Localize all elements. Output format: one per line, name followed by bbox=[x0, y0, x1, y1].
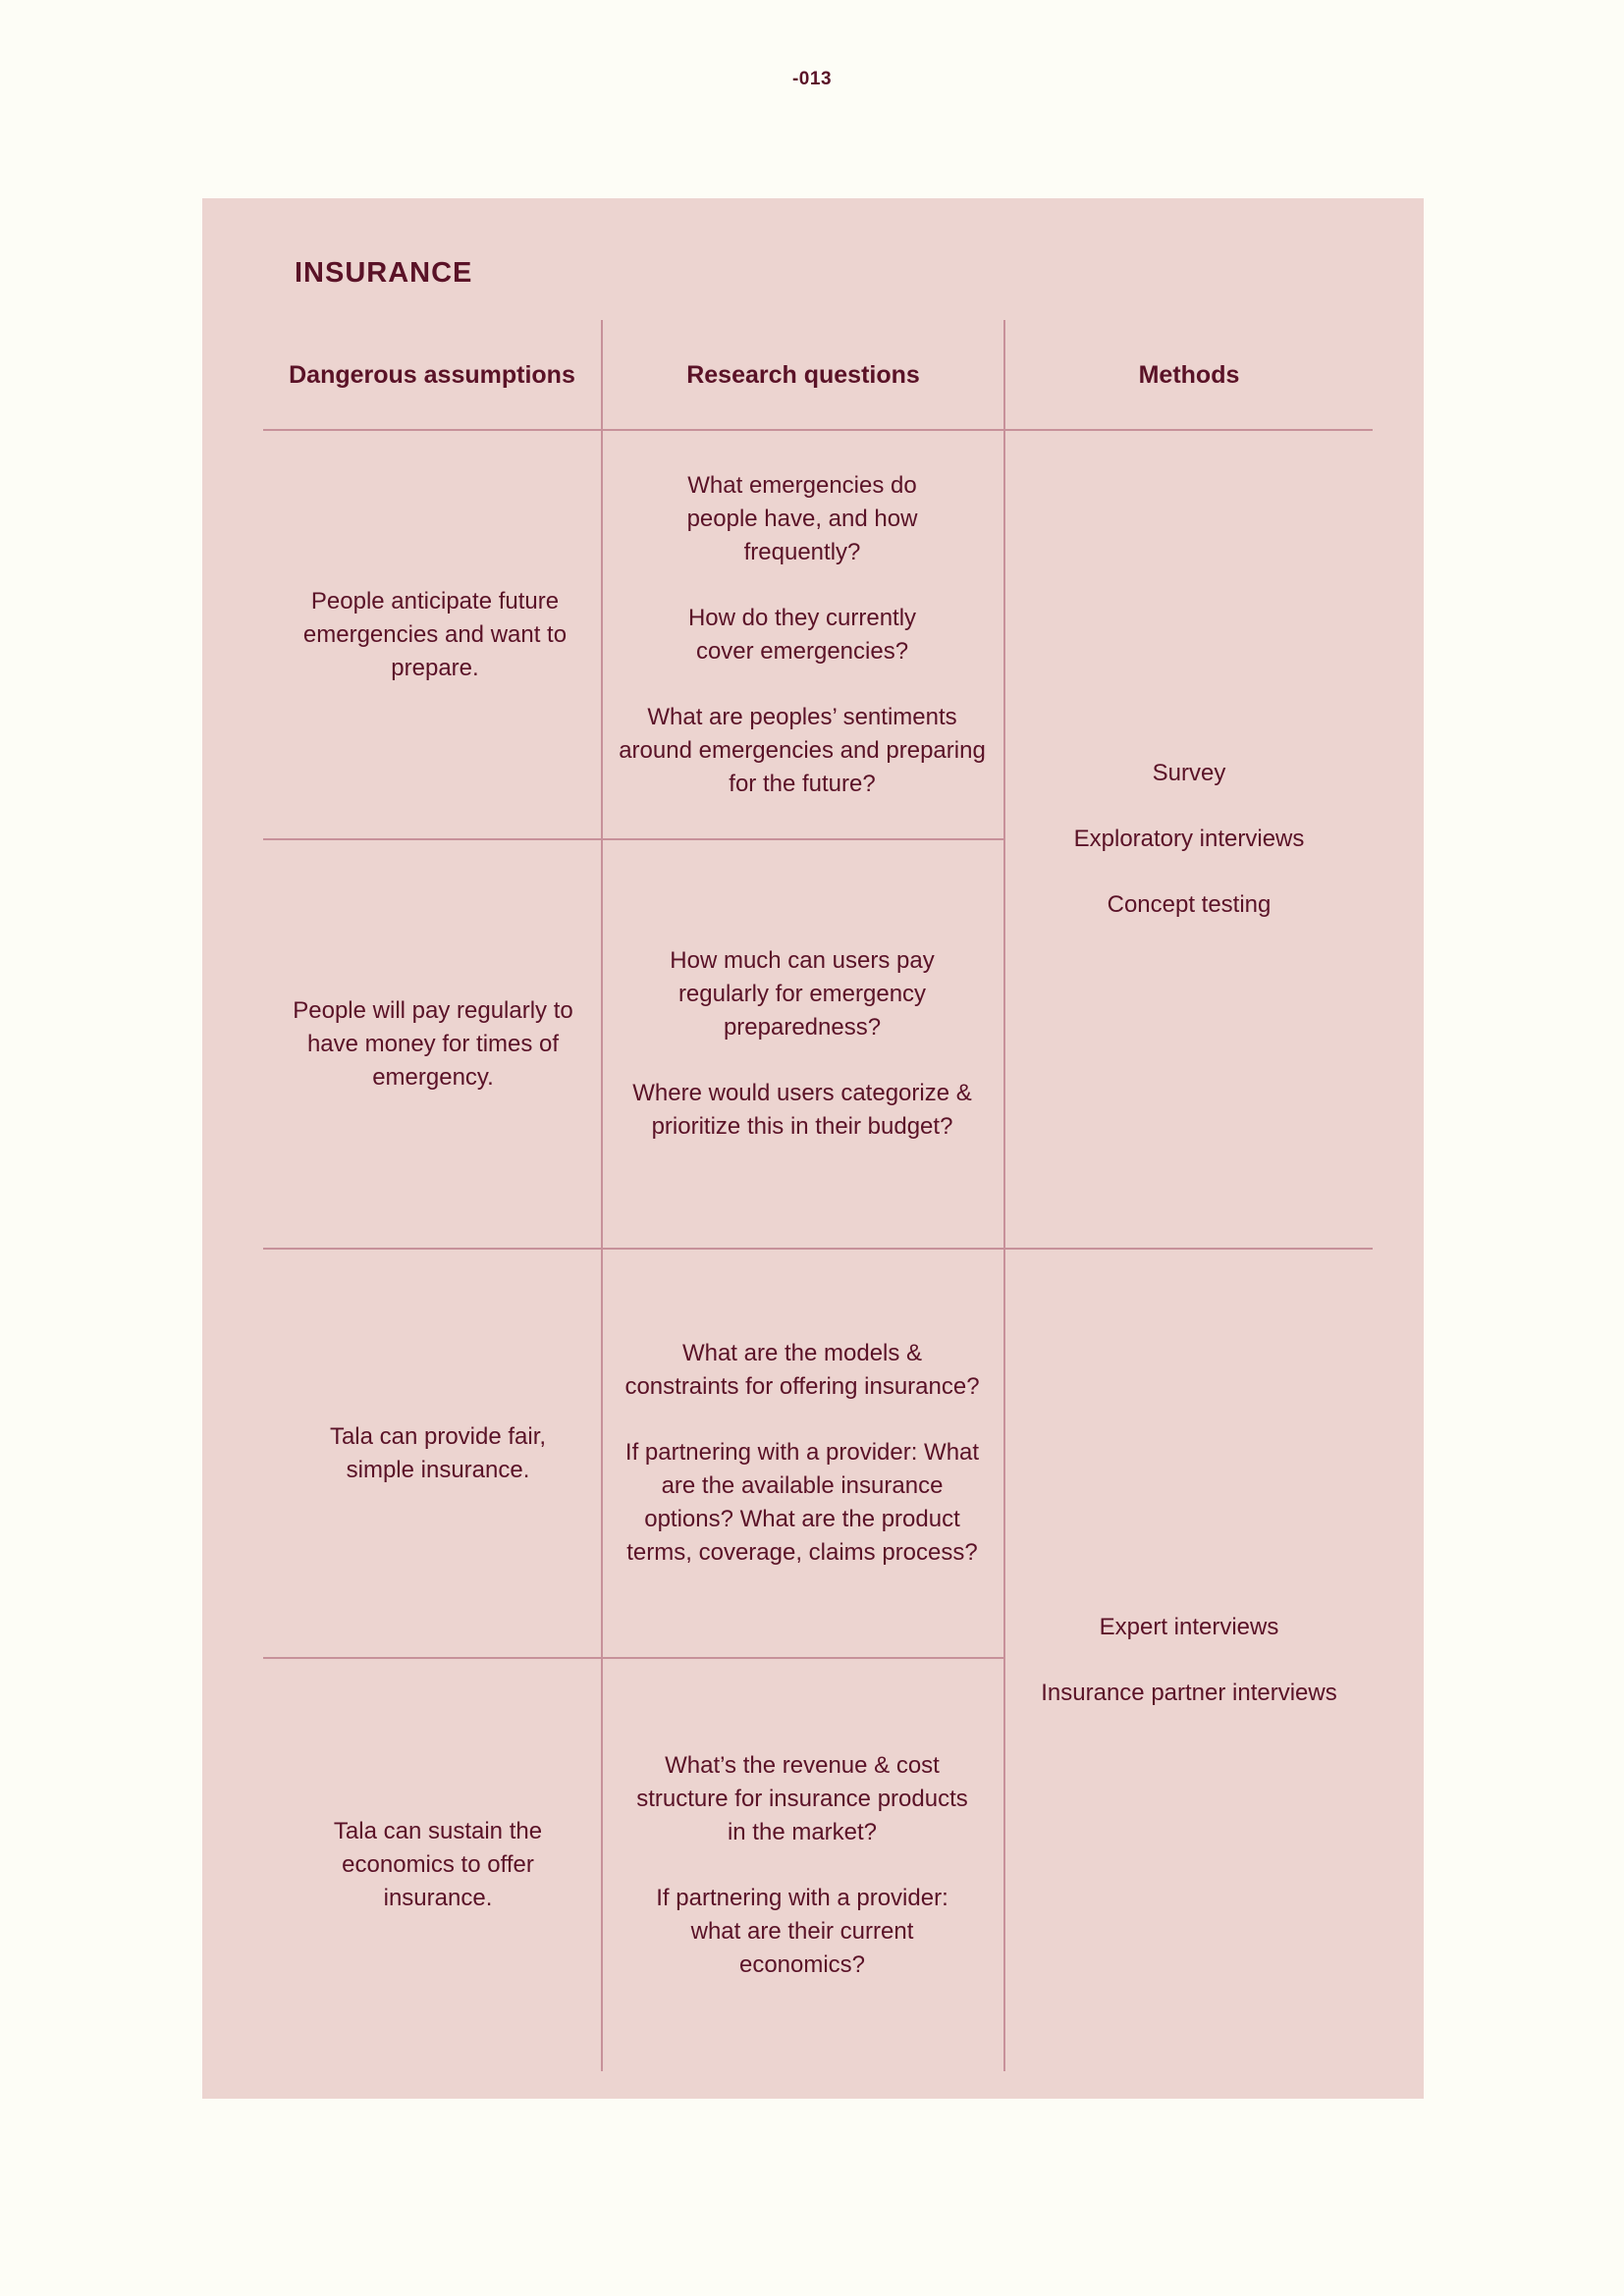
method-item: Exploratory interviews bbox=[1073, 826, 1305, 852]
question-text: What are peoples’ sentiments around emergencies and preparing for the future? bbox=[619, 703, 986, 797]
questions-cell bbox=[615, 1250, 990, 1657]
assumption-text: Tala can provide fair, simple insurance. bbox=[329, 1422, 547, 1483]
methods-cell bbox=[1005, 1250, 1373, 2071]
column-divider bbox=[601, 320, 603, 2071]
assumption-text: People will pay regularly to have money for times of emergency. bbox=[293, 996, 573, 1091]
question-text: Where would users categorize & prioritize this in their budget? bbox=[632, 1080, 972, 1140]
assumption-text: Tala can sustain the economics to offer insurance. bbox=[333, 1818, 543, 1911]
assumption-text: People anticipate future emergencies and want to prepare. bbox=[302, 587, 568, 681]
assumption-cell bbox=[295, 431, 575, 838]
insurance-panel bbox=[202, 198, 1424, 2099]
question-text: How much can users pay regularly for emergency preparedness? bbox=[670, 947, 935, 1041]
assumption-cell bbox=[320, 1659, 556, 2071]
method-item: Expert interviews bbox=[1099, 1614, 1279, 1640]
method-item: Survey bbox=[1152, 760, 1226, 786]
questions-cell bbox=[615, 1659, 990, 2071]
methods-cell bbox=[1005, 431, 1373, 1248]
assumption-cell bbox=[291, 840, 575, 1248]
question-text: If partnering with a provider: what are their current economics? bbox=[656, 1884, 948, 1978]
method-item: Insurance partner interviews bbox=[1041, 1680, 1337, 1706]
column-header-research-questions: Research questions bbox=[686, 360, 920, 389]
column-header-assumptions: Dangerous assumptions bbox=[289, 360, 575, 389]
question-text: What emergencies do people have, and how frequently? bbox=[686, 471, 918, 565]
question-text: What are the models & constraints for offering insurance? bbox=[624, 1340, 980, 1400]
page-number: -013 bbox=[791, 69, 833, 89]
column-header-methods: Methods bbox=[1138, 360, 1240, 389]
section-title: INSURANCE bbox=[295, 257, 473, 289]
questions-cell bbox=[615, 431, 990, 838]
question-text: What’s the revenue & cost structure for insurance products in the market? bbox=[636, 1751, 968, 1845]
method-item: Concept testing bbox=[1107, 891, 1272, 918]
assumption-cell bbox=[310, 1250, 566, 1657]
questions-cell bbox=[615, 840, 990, 1248]
question-text: How do they currently cover emergencies? bbox=[687, 604, 917, 665]
question-text: If partnering with a provider: What are the available insurance options? What are the product terms, coverage, claims process? bbox=[624, 1439, 980, 1566]
